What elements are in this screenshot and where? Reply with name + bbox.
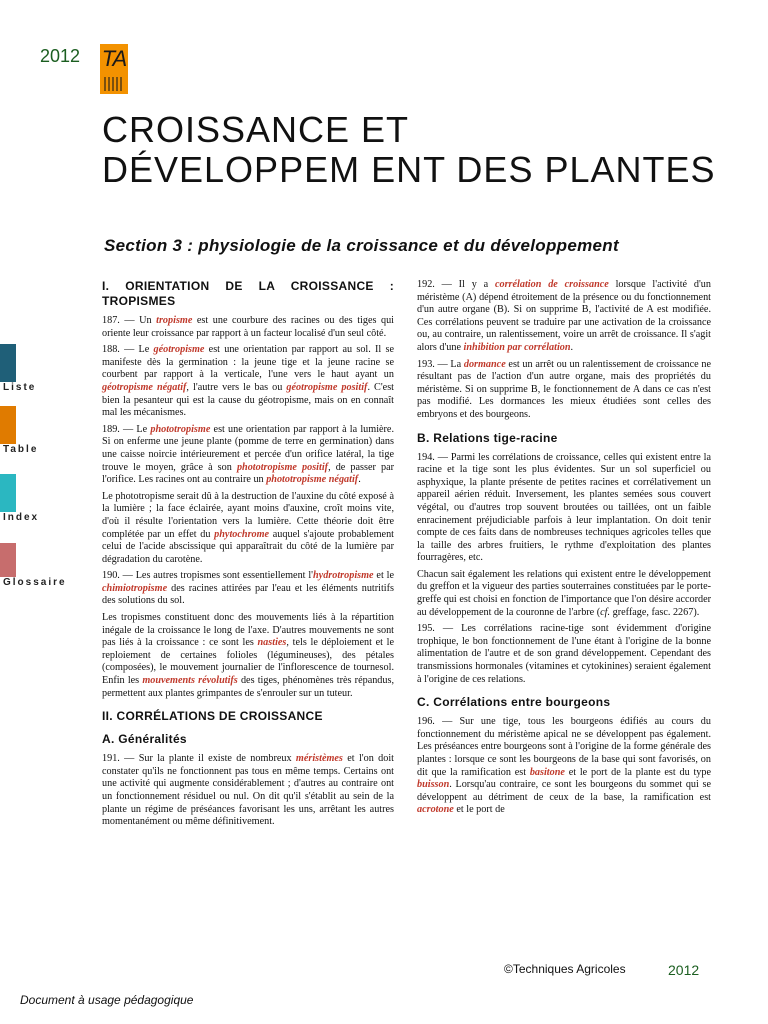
paragraph-192: 192. — Il y a corrélation de croissance lorsque l'activité d'un méristème (A) dépend étroitement de la présence ou du fonctionnement d'un autre organe (B). Si on supprime B, l'activité de A est modifiée. Ces corrélations peuvent se traduire par une activation de la croissance ou, au contraire, un ralentissement, voire un arrêt de croissance. Il s'agit alors d'une inhibition par corrélation.	[417, 279, 711, 353]
paragraph-189-continued: Le phototropisme serait dû à la destruction de l'auxine du côté exposé à la lumière ; la face éclairée, ayant moins d'auxine, croît moins vite, d'où il résulte l'orientation vers la lumière. Cette théorie doit être complétée par un effet du phytochrome auquel s'ajoute probablement celui de l'acide abscissique qui apparaîtrait du côté de la lumière par dégradation du carotène.	[102, 490, 395, 565]
header-year: 2012	[40, 46, 81, 66]
paragraph-194-continued: Chacun sait également les relations qui existent entre le développement du greffon et la vigueur des parties souterraines constituées par le porte-greffe qui est choisi en fonction de l'importance que l'on désire accorder au développement de la couronne de l'arbre (cf. greffage, fasc. 2267).	[417, 568, 711, 618]
nav-tab-index[interactable]	[0, 474, 16, 512]
logo-bars-icon	[104, 77, 124, 91]
document-title	[102, 110, 716, 190]
heading-generalites: A. Généralités	[102, 732, 187, 747]
title-line-1: CROISSANCE ET	[102, 109, 410, 150]
nav-tab-liste[interactable]	[0, 344, 16, 382]
left-column	[102, 279, 394, 833]
paragraph-193: 193. — La dormance est un arrêt ou un ralentissement de croissance ne résultant pas de l'action d'un autre organe, mais des propriétés du méristème. Si on supprime B, le fonctionnement de A dans ce cas n'est pas modifié. Les dormances les mieux étudiées sont celles des embryons et des bourgeons.	[417, 358, 711, 420]
heading-relations-tige-racine: B. Relations tige-racine	[417, 430, 558, 445]
paragraph-194: 194. — Parmi les corrélations de croissance, celles qui existent entre la racine et la tige sont les plus évidentes. Sur un sol superficiel ou asphyxique, la plante présente de petites racines et corrélativement un appareil aérien réduit. Inversement, les plantes semées sous couvert végétal, ou d'autres trop souvent broutées ou taillées, ont un faible enracinement préjudiciable parfois à leur implantation. On doit tenir compte de ces faits dans de nombreuses techniques agricoles telles que la taille des arbres fruitiers, le rythme d'exploitation des plantes fourragères, etc.	[417, 451, 711, 564]
right-column	[417, 279, 711, 821]
ta-logo	[100, 44, 128, 94]
paragraph-190-continued: Les tropismes constituent donc des mouvements liés à la répartition inégale de la croissance le long de l'axe. D'autres mouvements ne sont pas liés à la croissance : ce sont les nasties, tels le déploiement et le reploiement de certaines folioles (légumineuses), des pétales (composées), le mouvement journalier de l'inflorescence de tournesol. Enfin les mouvements révolutifs des tiges, phénomènes très répandus, permettent aux plantes grimpantes de s'enrouler sur un tuteur.	[102, 612, 395, 699]
nav-label-liste[interactable]: Liste	[3, 382, 37, 393]
paragraph-191: 191. — Sur la plante il existe de nombreux méristèmes et l'on doit constater qu'ils ne fonctionnent pas tous en même temps. Certains ont une activité qui augmente considérablement ; d'autres au contraire ont un fonctionnement résiduel ou nul. On dit qu'il s'établit au sein de la plante un régime de préséances favorisant les uns, arrêtant les autres momentanément ou même définitivement.	[102, 753, 394, 828]
paragraph-190: 190. — Les autres tropismes sont essentiellement l'hydrotropisme et le chimiotropisme des racines attirées par l'eau et les éléments nutritifs des solutions du sol.	[102, 570, 394, 607]
heading-correlations-bourgeons: C. Corrélations entre bourgeons	[417, 695, 611, 710]
footer-copyright: ©Techniques Agricoles	[504, 962, 626, 976]
nav-label-index[interactable]: Index	[3, 512, 40, 523]
section-heading: Section 3 : physiologie de la croissance et du développement	[104, 236, 619, 255]
footer-note: Document à usage pédagogique	[20, 993, 194, 1007]
nav-label-glossaire[interactable]: Glossaire	[3, 577, 67, 588]
heading-correlations: II. CORRÉLATIONS DE CROISSANCE	[102, 709, 323, 724]
heading-orientation: I. ORIENTATION DE LA CROISSANCE : TROPISMES	[102, 279, 394, 308]
nav-label-table[interactable]: Table	[3, 444, 39, 455]
paragraph-189: 189. — Le phototropisme est une orientation par rapport à la lumière. Si on enferme une jeune plante (pomme de terre en germination) dans une caisse noircie intérieurement et percée d'un orifice latéral, la tige trouve le moyen, grâce à son phototropisme positif, de passer par l'orifice. Les racines ont au contraire un phototropisme négatif.	[102, 423, 395, 486]
paragraph-188: 188. — Le géotropisme est une orientation par rapport au sol. Il se manifeste dès la germination : la jeune tige et la jeune racine se courbent par rapport à la verticale, l'une vers le haut ayant un géotropisme négatif, l'autre vers le bas ou géotropisme positif. C'est bien la pesanteur qui est la cause du géotropisme, mais on en connaît mal les mécanismes.	[102, 344, 395, 419]
footer-year: 2012	[668, 962, 700, 978]
nav-tab-glossaire[interactable]	[0, 543, 16, 577]
paragraph-195: 195. — Les corrélations racine-tige sont évidemment d'origine trophique, le bon fonctionnement de l'une étant à l'origine de la bonne alimentation de l'autre et de son grand développement. Cependant des transmissions hormonales (vitamines et cytokinines) seraient également à l'origine de ces relations.	[417, 623, 711, 685]
paragraph-187: 187. — Un tropisme est une courbure des racines ou des tiges qui oriente leur croissance par rapport à un facteur localisé d'un seul côté.	[102, 315, 394, 339]
logo-text: TA	[101, 46, 127, 71]
nav-tab-table[interactable]	[0, 406, 16, 444]
paragraph-196: 196. — Sur une tige, tous les bourgeons édifiés au cours du fonctionnement du méristème apical ne se développent pas également. Les préséances entre bourgeons sont à l'origine de la forme générale des plantes : lorsque ce sont les bourgeons de la base qui sont favorisés, on dit que la ramification est basitone et le port de la plante est du type buisson. Lorsqu'au contraire, ce sont les bourgeons du sommet qui se développent au détriment de ceux de la base, la ramification est acrotone et le port de	[417, 716, 711, 816]
title-line-2: DÉVELOPPEM ENT DES PLANTES	[102, 149, 716, 190]
